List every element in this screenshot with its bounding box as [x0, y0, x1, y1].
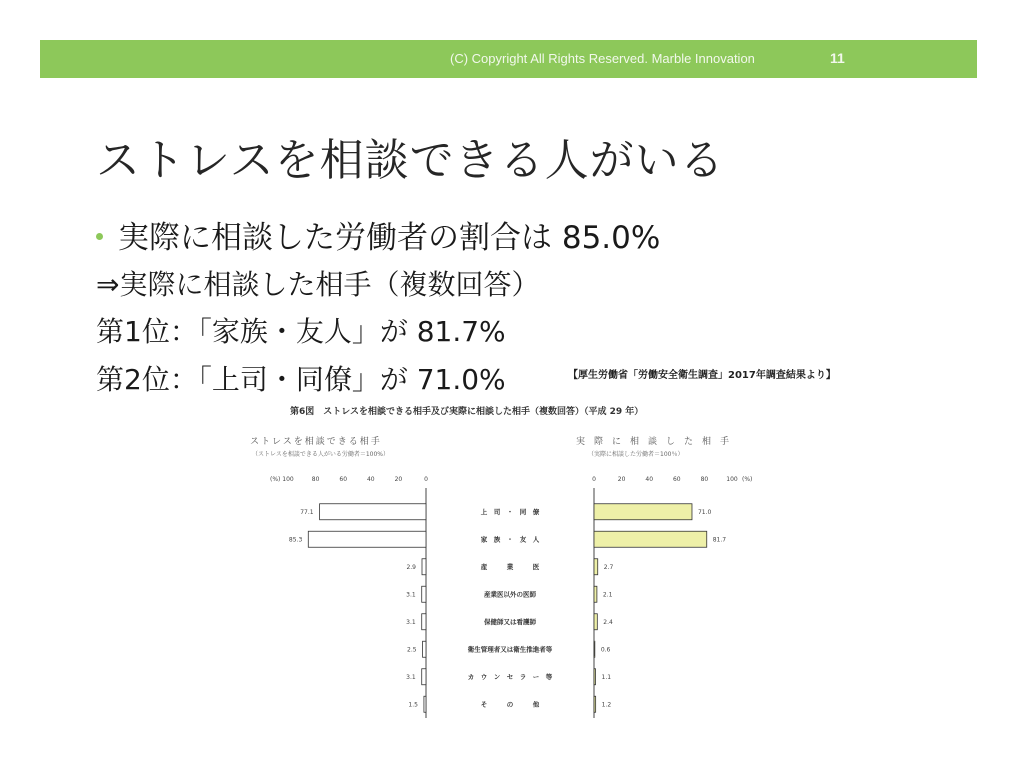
left-bar	[424, 696, 426, 712]
left-bar	[422, 614, 426, 630]
left-bar	[423, 641, 426, 657]
text-line-3: 第1位：「家族・友人」が 81.7%	[96, 315, 506, 348]
right-bar	[594, 641, 595, 657]
right-tick-label: 0	[592, 476, 596, 483]
right-series-name: 実 際 に 相 談 し た 相 手	[576, 437, 730, 447]
right-tick-label: 60	[672, 476, 681, 483]
left-bar	[308, 531, 426, 547]
left-tick-label: 20	[394, 476, 403, 483]
left-series-subtitle: （ストレスを相談できる人がいる労働者＝100%）	[252, 451, 389, 458]
right-bar-label: 2.4	[603, 618, 613, 626]
right-unit-label: (%)	[742, 476, 753, 483]
source-note: 【厚生労働省「労働安全衛生調査」2017年調査結果より】	[568, 370, 836, 381]
right-series-subtitle: （実際に相談した労働者＝100％）	[588, 451, 684, 458]
bullet-dot	[96, 233, 103, 240]
text-line-4: 第2位：「上司・同僚」が 71.0%	[96, 363, 506, 396]
right-tick-label: 40	[645, 476, 654, 483]
page-number: 11	[830, 50, 845, 66]
category-label: 衛生管理者又は衛生推進者等	[467, 645, 553, 654]
left-bar-label: 2.9	[406, 563, 416, 571]
left-bar-label: 1.5	[408, 701, 418, 709]
right-bar-label: 1.1	[601, 673, 612, 681]
right-bar	[594, 614, 597, 630]
category-label: 家 族 ・ 友 人	[480, 535, 540, 544]
right-bar	[594, 586, 597, 602]
left-tick-label: 0	[424, 476, 428, 483]
left-bar-label: 85.3	[288, 536, 303, 544]
left-series-name: ストレスを相談できる相手	[250, 437, 382, 447]
left-bar-label: 2.5	[407, 646, 417, 654]
left-tick-label: 80	[311, 476, 320, 483]
category-label: カ ウ ン セ ラ ー 等	[467, 672, 553, 681]
left-bar	[422, 559, 426, 575]
header-bar	[40, 40, 977, 78]
left-tick-label: 40	[366, 476, 375, 483]
left-bar-label: 3.1	[406, 618, 416, 626]
slide-title: ストレスを相談できる人がいる	[96, 135, 725, 186]
right-tick-label: 80	[700, 476, 709, 483]
right-bar-label: 2.7	[603, 563, 614, 571]
category-label: そ の 他	[480, 700, 540, 709]
category-label: 保健師又は看護師	[484, 617, 536, 626]
right-bar	[594, 504, 692, 520]
left-tick-label: 100	[282, 476, 294, 483]
right-bar	[594, 531, 707, 547]
right-bar	[594, 559, 598, 575]
left-bar	[422, 669, 426, 685]
left-tick-label: 60	[339, 476, 348, 483]
bullet-text-1: 実際に相談した労働者の割合は 85.0%	[118, 220, 661, 256]
left-unit-label: (%)	[270, 476, 281, 483]
right-bar-label: 1.2	[601, 701, 612, 709]
right-tick-label: 100	[726, 476, 738, 483]
right-bar-label: 0.6	[600, 646, 611, 654]
text-line-2: ⇒実際に相談した相手（複数回答）	[96, 268, 540, 301]
right-bar-label: 71.0	[697, 508, 712, 516]
left-bar-label: 77.1	[300, 508, 314, 516]
left-bar-label: 3.1	[406, 673, 416, 681]
chart-title: 第6図 ストレスを相談できる相手及び実際に相談した相手（複数回答）（平成 29 年）	[290, 407, 644, 417]
chart	[230, 400, 790, 720]
right-bar-label: 81.7	[712, 536, 727, 544]
right-bar	[594, 669, 596, 685]
left-bar-label: 3.1	[406, 591, 416, 599]
left-bar	[320, 504, 426, 520]
copyright-text: (C) Copyright All Rights Reserved. Marble Innovation	[450, 51, 755, 66]
category-label: 産業医以外の医師	[484, 590, 536, 599]
left-bar	[422, 586, 426, 602]
category-label: 上 司 ・ 同 僚	[480, 507, 540, 516]
right-bar	[594, 696, 596, 712]
right-tick-label: 20	[617, 476, 626, 483]
right-bar-label: 2.1	[602, 591, 613, 599]
category-label: 産 業 医	[480, 562, 540, 571]
